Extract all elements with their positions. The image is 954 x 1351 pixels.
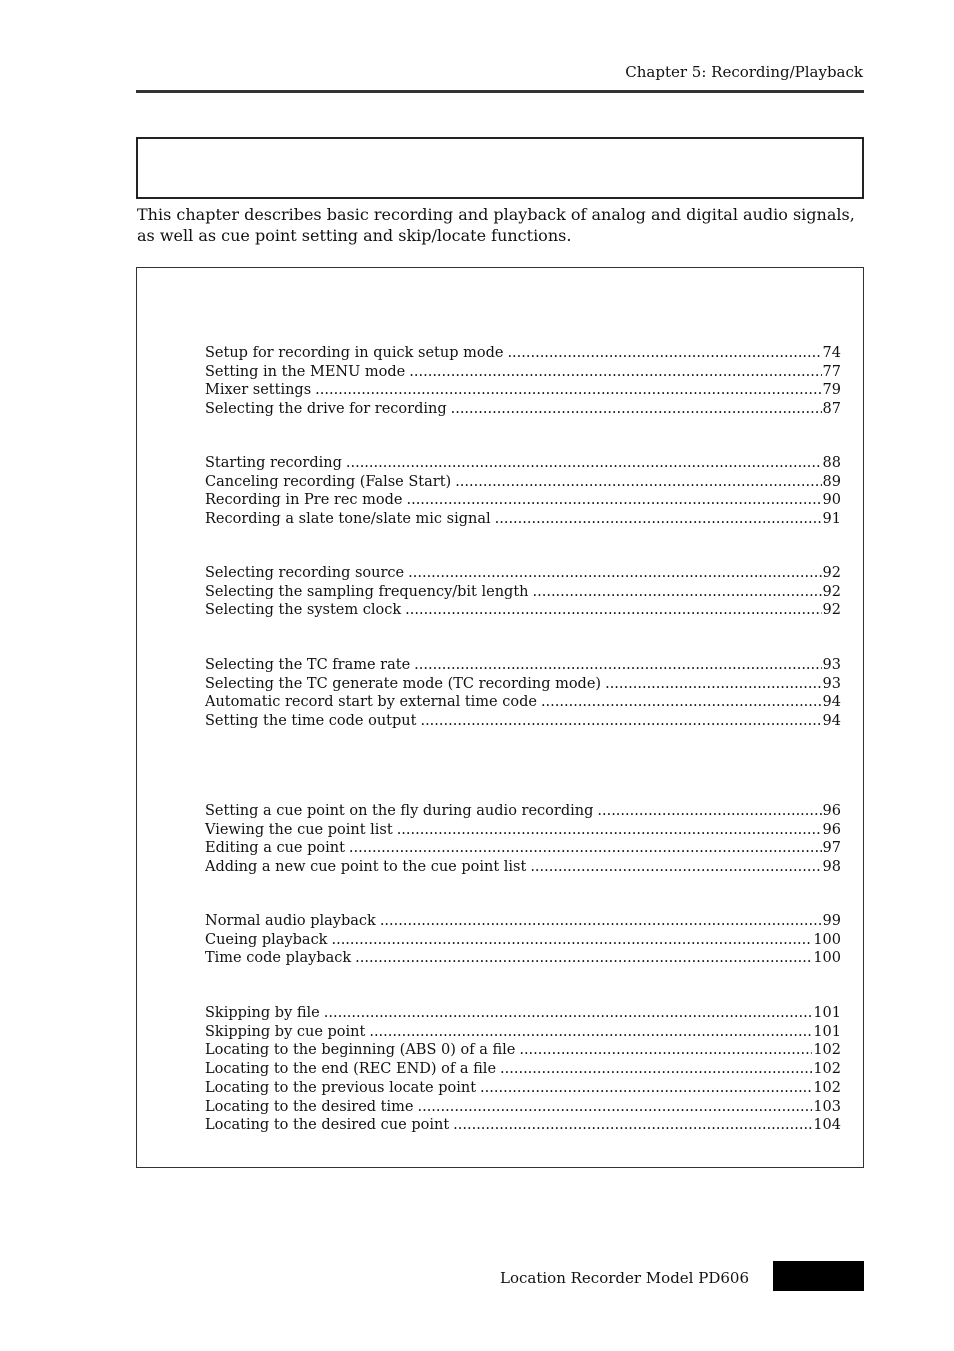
toc-entry[interactable] bbox=[205, 510, 841, 529]
toc-leader-dots bbox=[406, 491, 821, 510]
toc-entry-label: Locating to the desired cue point bbox=[205, 1117, 450, 1134]
toc-entry[interactable] bbox=[205, 564, 841, 583]
toc-entry-page: 92 bbox=[822, 602, 841, 619]
toc-entry-page: 87 bbox=[822, 401, 841, 418]
toc-leader-dots bbox=[397, 821, 822, 840]
toc-group bbox=[205, 1004, 841, 1135]
footer-text: Location Recorder Model PD606 bbox=[500, 1269, 749, 1287]
toc-leader-dots bbox=[417, 1098, 812, 1117]
toc-entry-page: 79 bbox=[822, 382, 841, 399]
toc-entry[interactable] bbox=[205, 363, 841, 382]
toc-entry-page: 92 bbox=[822, 583, 841, 600]
toc-group bbox=[205, 912, 841, 968]
toc-entry[interactable] bbox=[205, 802, 841, 821]
toc-entry[interactable] bbox=[205, 839, 841, 858]
toc-entry-label: Skipping by file bbox=[205, 1005, 320, 1021]
toc-entry-page: 93 bbox=[822, 675, 841, 692]
toc-leader-dots bbox=[408, 564, 821, 583]
toc-entry[interactable] bbox=[205, 381, 841, 400]
toc-entry[interactable] bbox=[205, 931, 841, 950]
toc-entry[interactable] bbox=[205, 491, 841, 510]
toc-entry-page: 90 bbox=[822, 492, 841, 509]
toc-entry[interactable] bbox=[205, 1004, 841, 1023]
toc-entry-label: Selecting recording source bbox=[205, 565, 405, 581]
toc-entry-page: 102 bbox=[813, 1079, 841, 1096]
toc-entry[interactable] bbox=[205, 949, 841, 968]
toc-entry-page: 98 bbox=[822, 859, 841, 876]
toc-entry-page: 74 bbox=[822, 345, 841, 361]
toc-entry-label: Setup for recording in quick setup mode bbox=[205, 345, 504, 361]
toc-group bbox=[205, 344, 841, 419]
toc-entry[interactable] bbox=[205, 1079, 841, 1098]
toc-entry[interactable] bbox=[205, 601, 841, 620]
toc-entry[interactable] bbox=[205, 1060, 841, 1079]
toc-entry[interactable] bbox=[205, 1116, 841, 1135]
toc-entry-page: 99 bbox=[822, 913, 841, 929]
toc-entry-label: Locating to the end (REC END) of a file bbox=[205, 1061, 497, 1078]
toc-leader-dots bbox=[541, 693, 822, 712]
toc-entry[interactable] bbox=[205, 858, 841, 877]
toc-entry-label: Mixer settings bbox=[205, 382, 312, 399]
toc-leader-dots bbox=[519, 1041, 812, 1060]
toc-entry[interactable] bbox=[205, 1098, 841, 1117]
toc-entry-label: Setting a cue point on the fly during audio recording bbox=[205, 803, 594, 819]
toc-entry-label: Locating to the desired time bbox=[205, 1098, 414, 1115]
toc-leader-dots bbox=[453, 1116, 812, 1135]
toc-entry-page: 94 bbox=[822, 713, 841, 730]
toc-entry-page: 100 bbox=[813, 931, 841, 948]
header-rule bbox=[136, 90, 864, 93]
toc-entry-label: Selecting the TC frame rate bbox=[205, 657, 411, 673]
toc-leader-dots bbox=[451, 400, 822, 419]
toc-entry[interactable] bbox=[205, 400, 841, 419]
toc-entry[interactable] bbox=[205, 912, 841, 931]
toc-entry-label: Starting recording bbox=[205, 455, 342, 471]
page-number-block bbox=[773, 1261, 864, 1291]
toc-entry-label: Normal audio playback bbox=[205, 913, 376, 929]
toc-group bbox=[205, 454, 841, 529]
toc-entry-label: Recording in Pre rec mode bbox=[205, 492, 403, 509]
toc-entry-page: 102 bbox=[813, 1042, 841, 1059]
toc-leader-dots bbox=[409, 363, 821, 382]
intro-paragraph: This chapter describes basic recording and playback of analog and digital audio signals, as well as cue point setting and skip/locate functions. bbox=[137, 205, 855, 245]
toc-leader-dots bbox=[346, 454, 822, 473]
chapter-title-box bbox=[136, 137, 864, 199]
toc-entry-label: Time code playback bbox=[205, 950, 352, 967]
toc-leader-dots bbox=[414, 656, 821, 675]
toc-box bbox=[136, 267, 864, 1168]
toc-entry-page: 91 bbox=[822, 511, 841, 528]
toc-entry-label: Selecting the TC generate mode (TC recording mode) bbox=[205, 675, 602, 692]
toc-leader-dots bbox=[331, 931, 812, 950]
toc-entry-label: Setting the time code output bbox=[205, 713, 417, 730]
toc-entry[interactable] bbox=[205, 712, 841, 731]
toc-entry-label: Locating to the beginning (ABS 0) of a file bbox=[205, 1042, 516, 1059]
toc-entry-page: 94 bbox=[822, 694, 841, 711]
toc-entry-page: 93 bbox=[822, 657, 841, 673]
toc-entry-label: Selecting the sampling frequency/bit length bbox=[205, 583, 529, 600]
toc-entry-page: 88 bbox=[822, 455, 841, 471]
toc-entry-page: 101 bbox=[813, 1023, 841, 1040]
toc-leader-dots bbox=[355, 949, 812, 968]
toc-group bbox=[205, 802, 841, 877]
toc-leader-dots bbox=[480, 1079, 812, 1098]
chapter-header: Chapter 5: Recording/Playback bbox=[625, 63, 863, 81]
toc-entry-page: 103 bbox=[813, 1098, 841, 1115]
toc-entry[interactable] bbox=[205, 583, 841, 602]
toc-entry-page: 104 bbox=[813, 1117, 841, 1134]
toc-entry[interactable] bbox=[205, 473, 841, 492]
toc-entry-label: Locating to the previous locate point bbox=[205, 1079, 477, 1096]
toc-entry-label: Canceling recording (False Start) bbox=[205, 473, 452, 490]
toc-entry-page: 97 bbox=[822, 840, 841, 857]
toc-entry-page: 100 bbox=[813, 950, 841, 967]
toc-leader-dots bbox=[495, 510, 822, 529]
toc-entry-label: Editing a cue point bbox=[205, 840, 345, 857]
toc-entry-label: Selecting the system clock bbox=[205, 602, 402, 619]
toc-entry-page: 92 bbox=[822, 565, 841, 581]
toc-entry[interactable] bbox=[205, 675, 841, 694]
toc-entry-page: 102 bbox=[813, 1061, 841, 1078]
toc-leader-dots bbox=[324, 1004, 813, 1023]
toc-entry[interactable] bbox=[205, 656, 841, 675]
toc-group bbox=[205, 564, 841, 620]
toc-leader-dots bbox=[500, 1060, 812, 1079]
toc-entry-label: Recording a slate tone/slate mic signal bbox=[205, 511, 491, 528]
toc-entry-label: Selecting the drive for recording bbox=[205, 401, 447, 418]
toc-entry-label: Cueing playback bbox=[205, 931, 328, 948]
toc-entry-label: Skipping by cue point bbox=[205, 1023, 366, 1040]
toc-entry[interactable] bbox=[205, 454, 841, 473]
toc-entry-page: 101 bbox=[813, 1005, 841, 1021]
toc-entry[interactable] bbox=[205, 1041, 841, 1060]
toc-leader-dots bbox=[369, 1023, 812, 1042]
toc-entry-page: 96 bbox=[822, 803, 841, 819]
toc-leader-dots bbox=[455, 473, 821, 492]
toc-leader-dots bbox=[380, 912, 822, 931]
toc-entry[interactable] bbox=[205, 344, 841, 363]
toc-leader-dots bbox=[533, 583, 822, 602]
toc-entry-page: 89 bbox=[822, 473, 841, 490]
toc-leader-dots bbox=[530, 858, 821, 877]
toc-entry[interactable] bbox=[205, 1023, 841, 1042]
toc-group bbox=[205, 656, 841, 731]
toc-entry-label: Viewing the cue point list bbox=[205, 821, 393, 838]
toc-entry[interactable] bbox=[205, 821, 841, 840]
toc-entry-label: Setting in the MENU mode bbox=[205, 363, 406, 380]
toc-entry[interactable] bbox=[205, 693, 841, 712]
toc-leader-dots bbox=[507, 344, 821, 363]
toc-entry-page: 77 bbox=[822, 363, 841, 380]
toc-entry-label: Automatic record start by external time code bbox=[205, 694, 537, 711]
toc-leader-dots bbox=[597, 802, 821, 821]
toc-leader-dots bbox=[405, 601, 821, 620]
toc-leader-dots bbox=[605, 675, 821, 694]
toc-entry-label: Adding a new cue point to the cue point list bbox=[205, 859, 527, 876]
toc-leader-dots bbox=[315, 381, 821, 400]
toc-leader-dots bbox=[420, 712, 821, 731]
toc-leader-dots bbox=[349, 839, 822, 858]
toc-entry-page: 96 bbox=[822, 821, 841, 838]
